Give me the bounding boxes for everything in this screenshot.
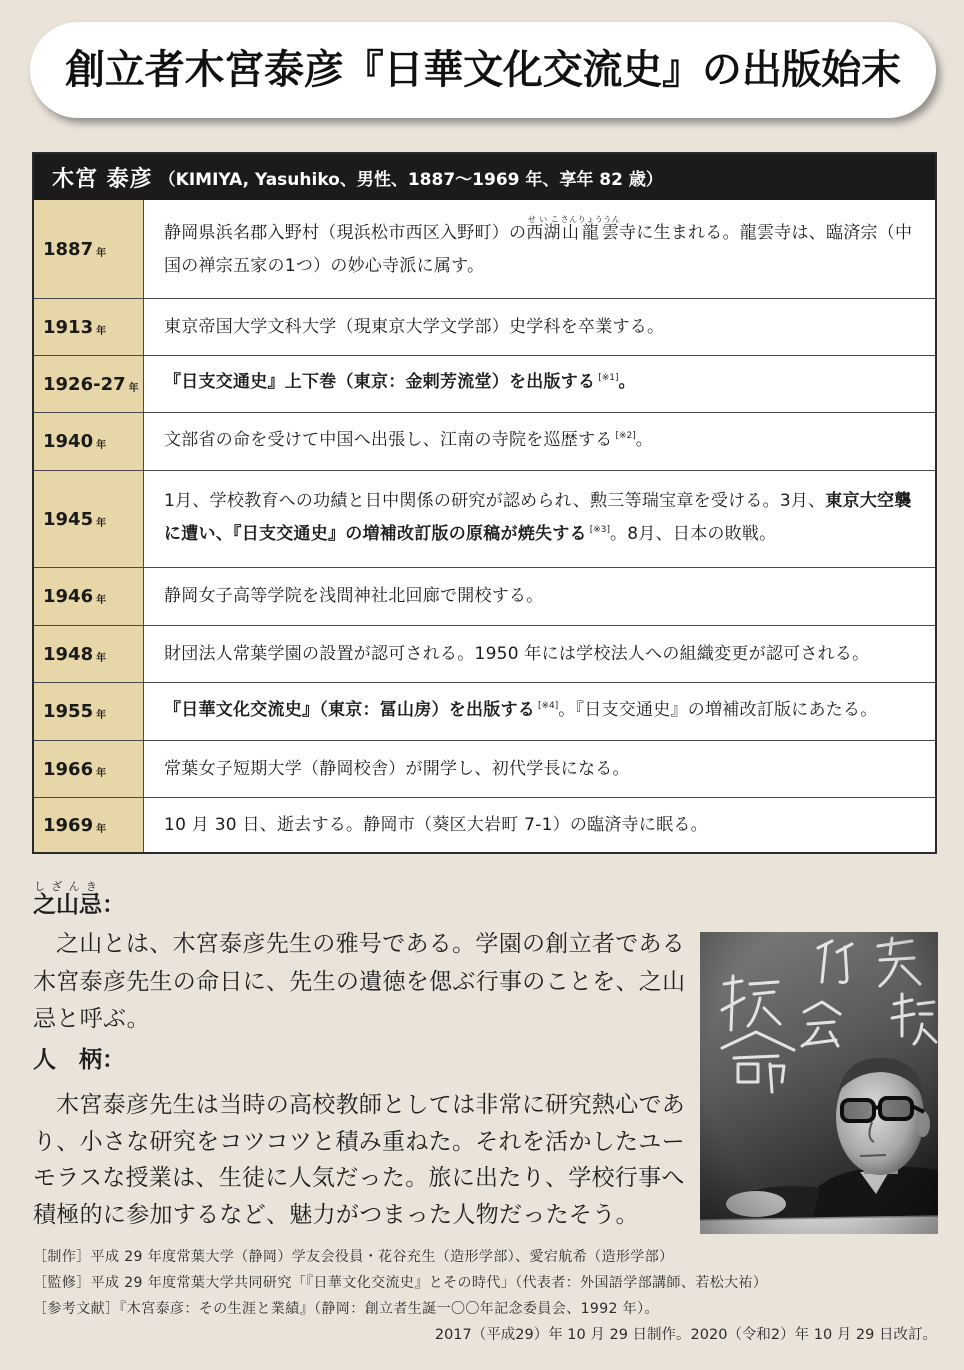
year-suffix: 年 [96, 595, 107, 606]
title-banner [30, 22, 936, 118]
event-cell [144, 299, 935, 355]
year-value: 1940 [43, 431, 94, 452]
year-suffix: 年 [128, 382, 139, 394]
year-suffix: 年 [96, 440, 107, 451]
year-cell [34, 299, 144, 355]
event-text-segment: 寺に生まれる。龍雲寺は、臨済宗（中国の禅宗五家の1つ）の妙心寺派に属す。 [164, 223, 913, 276]
timeline-header [34, 154, 935, 200]
ruby-annotation [526, 215, 561, 243]
event-text-segment: 。『日支交通史』の増補改訂版にあたる。 [558, 699, 878, 720]
year-suffix: 年 [96, 710, 107, 721]
event-text [164, 694, 878, 730]
event-text-segment: 。 [635, 429, 654, 450]
year-cell [34, 200, 144, 298]
year-cell [34, 356, 144, 412]
heading-colon: ： [102, 892, 125, 918]
ruby-base: 西湖 [526, 223, 561, 243]
year-value: 1913 [43, 316, 94, 338]
year-cell [34, 741, 144, 797]
timeline-row [34, 298, 935, 355]
event-cell [144, 356, 935, 412]
photo-vignette [700, 932, 938, 1234]
event-highlight: 『日華文化交流史』（東京：冨山房）を出版する [164, 699, 535, 720]
ruby-reading: さんりょううん [560, 215, 621, 224]
footnote-marker: [※2] [615, 430, 636, 441]
event-text-segment: 文部省の命を受けて中国へ出張し、江南の寺院を巡歴する [164, 429, 613, 450]
year-value: 1966 [43, 758, 94, 780]
memorial-term-reading: しざんき [33, 880, 102, 893]
event-highlight: 『日支交通史』上下巻（東京：金剌芳流堂）を出版する [164, 372, 596, 392]
personality-heading: 人 柄： [33, 1047, 125, 1073]
timeline-row [34, 625, 935, 682]
year-cell [34, 626, 144, 682]
event-text [164, 485, 925, 554]
portrait-photo [700, 932, 938, 1234]
timeline-row [34, 797, 935, 852]
year-cell [34, 471, 144, 567]
event-cell [144, 568, 935, 625]
year-cell [34, 413, 144, 470]
event-text [164, 424, 653, 460]
year-value: 1955 [43, 701, 94, 722]
credits-list [33, 1244, 767, 1322]
year-value: 1926-27 [43, 373, 126, 395]
event-cell [144, 683, 935, 740]
year-cell [34, 798, 144, 852]
year-value: 1946 [43, 586, 94, 607]
year-cell [34, 683, 144, 740]
memorial-heading [33, 880, 125, 919]
event-cell [144, 741, 935, 797]
footnote-marker: [※4] [538, 700, 559, 711]
event-highlight: 東京大空襲に遭い、『日支交通史』の増補改訂版の原稿が焼失する [164, 490, 912, 544]
event-cell [144, 413, 935, 470]
event-text: 東京帝国大学文科大学（現東京大学文学部）史学科を卒業する。 [164, 316, 665, 337]
page-title: 創立者木宮泰彦『日華文化交流史』の出版始末 [65, 47, 901, 93]
event-text-segment: 1月、学校教育への功績と日中関係の研究が認められ、勲三等瑞宝章を受ける。3月、 [164, 490, 826, 511]
memorial-term-text: 之山忌 [33, 892, 102, 918]
event-text: 静岡女子高等学院を浅間神社北回廊で開校する。 [164, 586, 544, 606]
event-cell [144, 798, 935, 852]
event-text-segment: 静岡県浜名郡入野村（現浜松市西区入野町）の [164, 223, 527, 243]
year-suffix: 年 [96, 247, 107, 259]
timeline-row [34, 355, 935, 412]
event-text [164, 215, 925, 283]
year-suffix: 年 [96, 767, 107, 779]
timeline-row [34, 470, 935, 567]
year-value: 1969 [43, 814, 94, 836]
revision-note: 2017（平成29）年 10 月 29 日制作。2020（令和2）年 10 月 29 日改訂。 [434, 1327, 937, 1343]
footnote-marker: [※3] [589, 524, 611, 535]
event-text: 常葉女子短期大学（静岡校舎）が開学し、初代学長になる。 [164, 758, 630, 779]
personality-description: 木宮泰彦先生は当時の高校教師としては非常に研究熱心であり、小さな研究をコツコツと積み重ねた。それを活かしたユーモラスな授業は、生徒に人気だった。旅に出たり、学校行事へ積極的に参加するなど、魅力がつまった人物だったそう。 [33, 1092, 686, 1229]
year-value: 1945 [43, 508, 94, 530]
year-value: 1887 [43, 238, 94, 260]
timeline-row [34, 200, 935, 298]
memorial-term [33, 880, 102, 918]
credit-production: ［制作］平成 29 年度常葉大学（静岡）学友会役員・花谷充生（造形学部）、愛宕航希（造形学部） [33, 1249, 674, 1265]
event-cell [144, 471, 935, 567]
event-cell [144, 200, 935, 298]
footnote-marker: [※1] [598, 373, 619, 383]
event-text: 10 月 30 日、逝去する。静岡市（葵区大岩町 7-1）の臨済寺に眠る。 [164, 814, 708, 835]
timeline-table [32, 152, 937, 854]
person-details: （KIMIYA, Yasuhiko、男性、1887～1969 年、享年 82 歳） [158, 169, 663, 190]
ruby-base: 山龍雲 [560, 223, 621, 243]
timeline-row [34, 740, 935, 797]
year-suffix: 年 [96, 325, 107, 337]
year-suffix: 年 [96, 823, 107, 835]
year-suffix: 年 [96, 517, 107, 529]
event-text-segment: 。 [618, 372, 636, 392]
event-cell [144, 626, 935, 682]
timeline-row [34, 567, 935, 625]
event-text: 財団法人常葉学園の設置が認可される。1950 年には学校法人への組織変更が認可される。 [164, 643, 870, 664]
timeline-row [34, 682, 935, 740]
person-name: 木宮 泰彦 [52, 166, 153, 192]
event-text [164, 366, 636, 402]
credit-supervision: ［監修］平成 29 年度常葉大学共同研究「『日華文化交流史』とその時代」（代表者：外国語学部講師、若松大祐） [33, 1275, 768, 1291]
year-cell [34, 568, 144, 625]
timeline-row [34, 412, 935, 470]
ruby-reading: せいこ [526, 215, 561, 224]
credit-reference: ［参考文献］『木宮泰彦：その生涯と業績』（静岡：創立者生誕一〇〇年記念委員会、1992 年）。 [33, 1301, 659, 1317]
event-text-segment: 。8月、日本の敗戦。 [610, 523, 777, 544]
year-suffix: 年 [96, 652, 107, 664]
ruby-annotation [560, 215, 621, 243]
year-value: 1948 [43, 643, 94, 665]
memorial-description: 之山とは、木宮泰彦先生の雅号である。学園の創立者である木宮泰彦先生の命日に、先生の遺徳を偲ぶ行事のことを、之山忌と呼ぶ。 [33, 931, 686, 1032]
